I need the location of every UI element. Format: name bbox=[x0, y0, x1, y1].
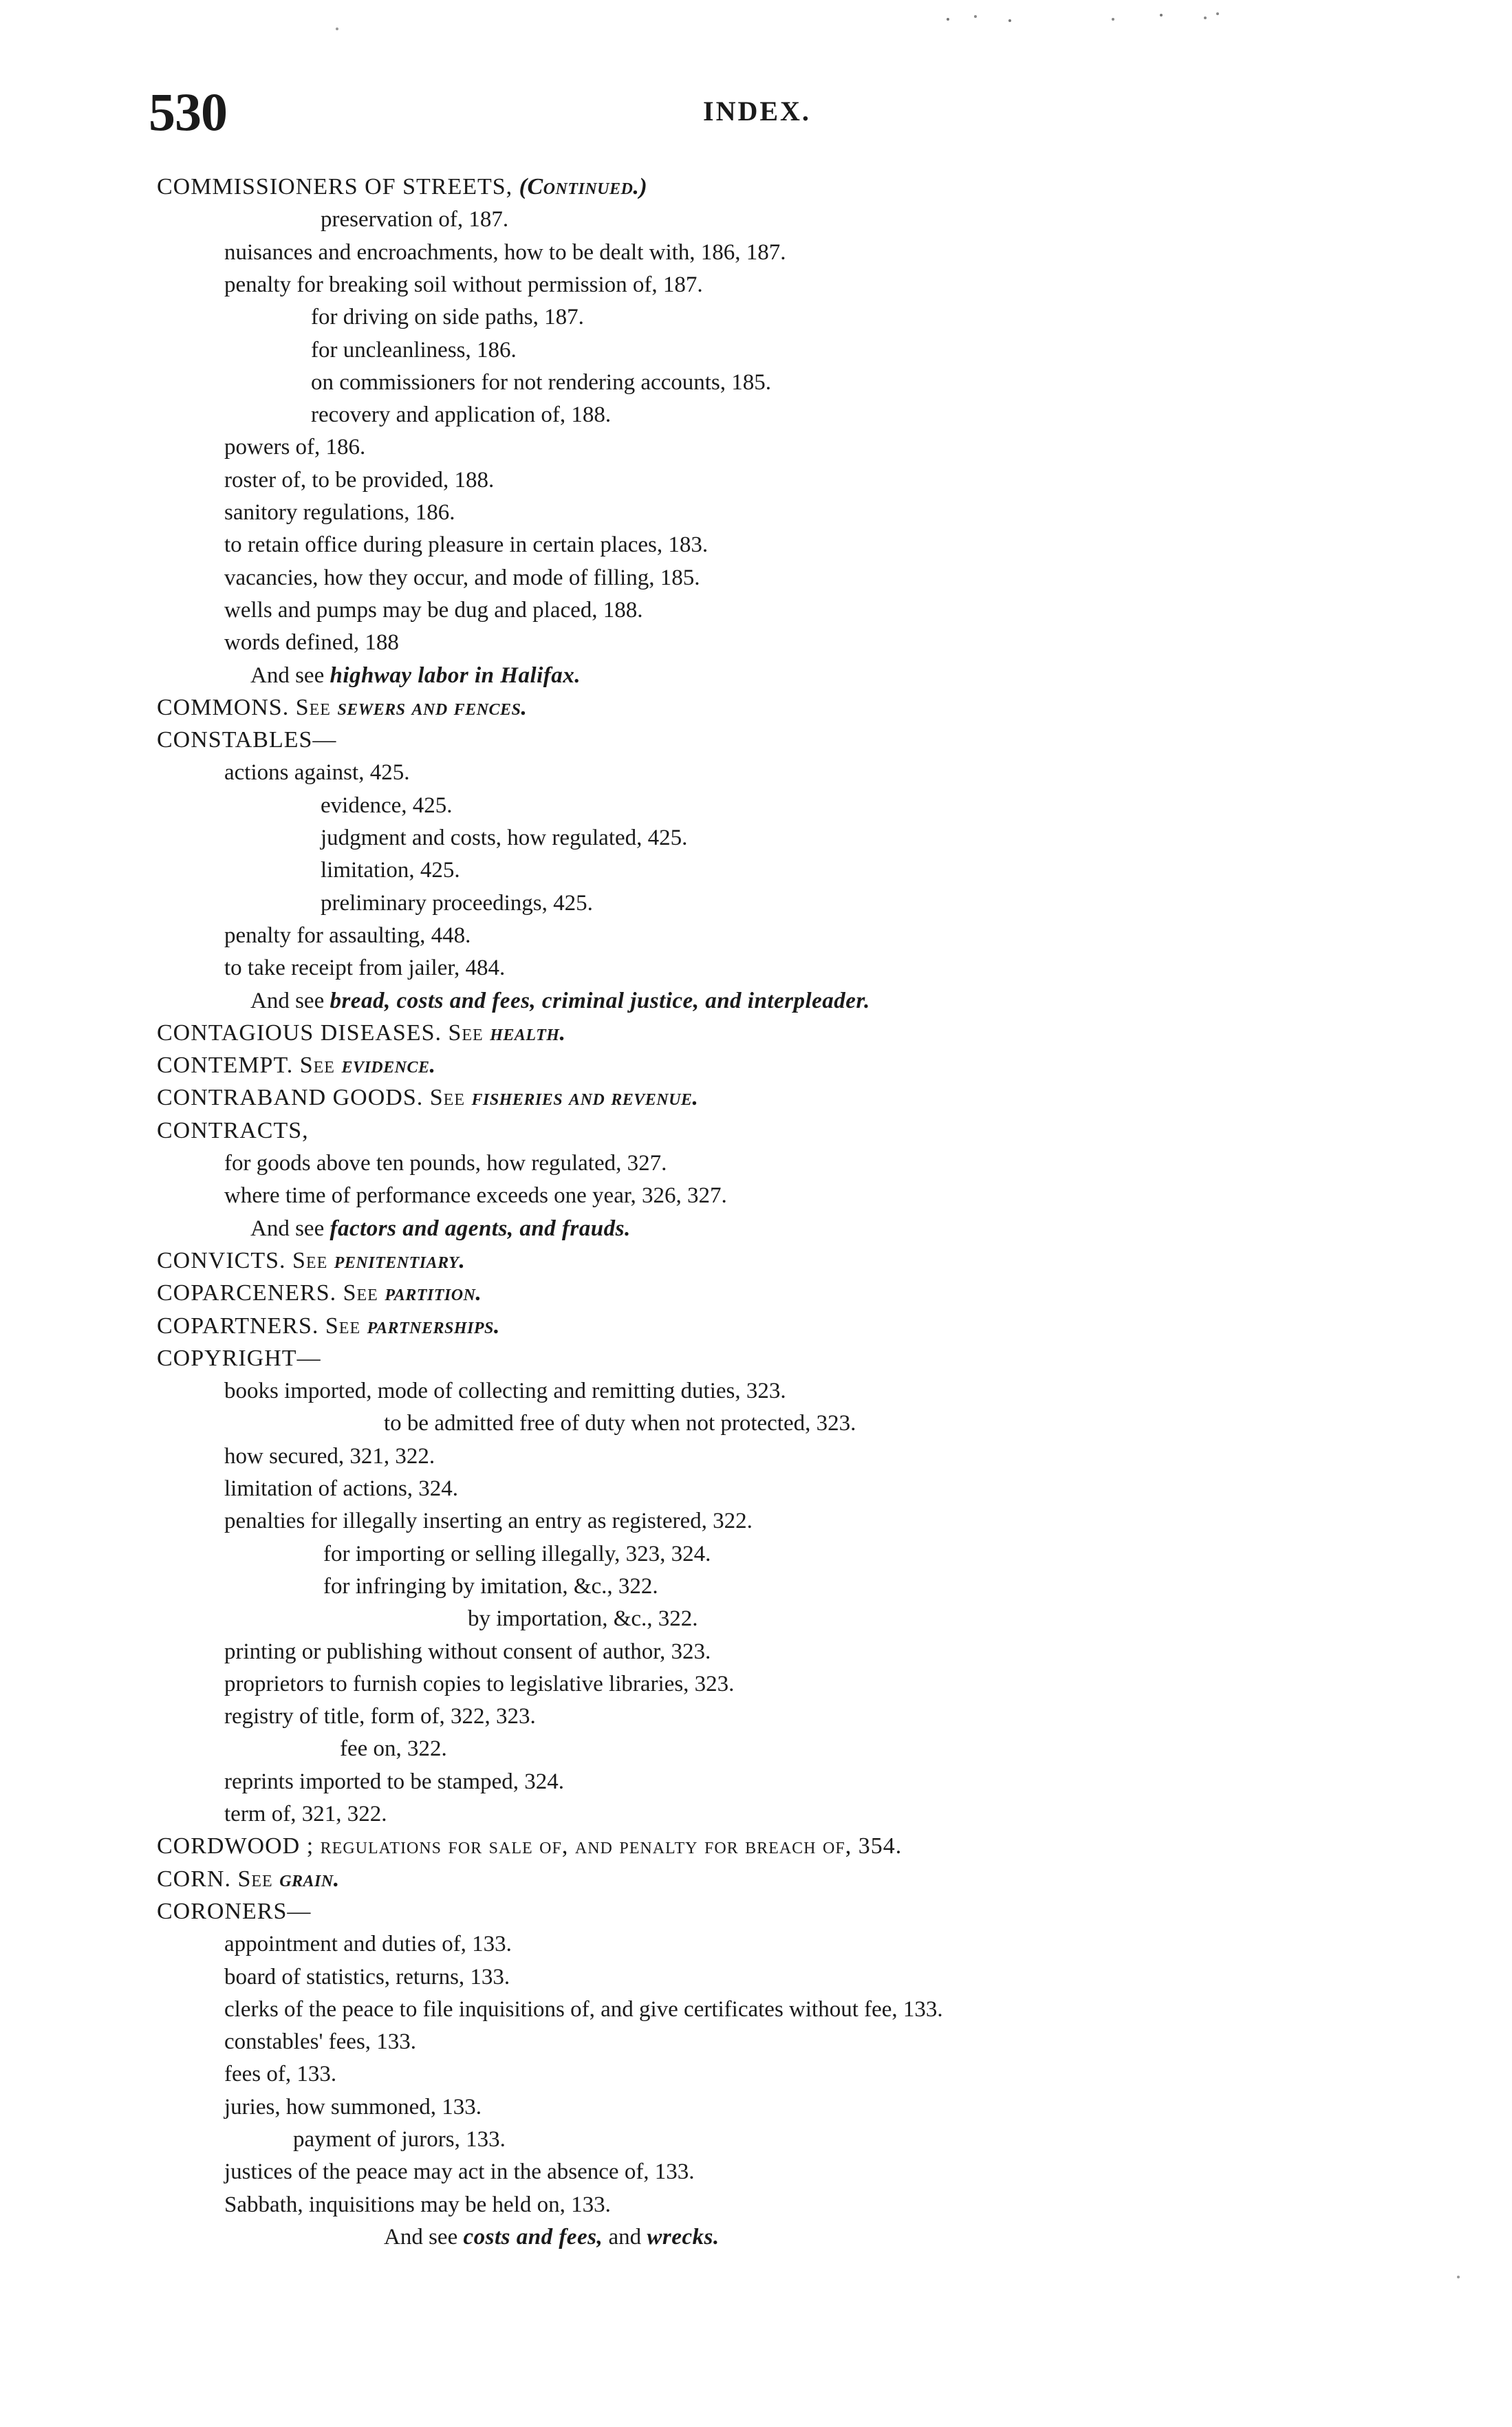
entry-text: fee on, 322. bbox=[340, 1736, 447, 1761]
cross-reference: fisheries and revenue. bbox=[471, 1085, 699, 1110]
entry-text: to retain office during pleasure in certain places, 183. bbox=[224, 532, 709, 557]
cross-reference: sewers and fences. bbox=[337, 695, 528, 720]
entry-text: appointment and duties of, 133. bbox=[224, 1932, 512, 1956]
cross-reference: (Continued.) bbox=[519, 174, 648, 199]
entry-text: words defined, 188 bbox=[224, 630, 399, 655]
entry-text: proprietors to furnish copies to legislative libraries, 323. bbox=[224, 1672, 735, 1696]
page-number: 530 bbox=[149, 82, 227, 142]
entry-text: And see bbox=[250, 989, 330, 1013]
entry-text: fees of, 133. bbox=[224, 2062, 337, 2086]
entry-text: limitation, 425. bbox=[321, 858, 460, 883]
entry-text: Sabbath, inquisitions may be held on, 133. bbox=[224, 2192, 611, 2217]
entry-text: COPYRIGHT— bbox=[157, 1346, 321, 1371]
cross-reference: highway labor in Halifax. bbox=[330, 663, 581, 688]
entry-text: sanitory regulations, 186. bbox=[224, 500, 455, 525]
entry-text: for importing or selling illegally, 323, 324. bbox=[323, 1542, 711, 1566]
cross-reference: grain. bbox=[279, 1866, 340, 1892]
entry-text: limitation of actions, 324. bbox=[224, 1476, 459, 1501]
cross-reference: costs and fees, bbox=[463, 2225, 603, 2250]
entry-text: CONTRACTS, bbox=[157, 1118, 309, 1143]
entry-text: COMMISSIONERS OF STREETS, bbox=[157, 174, 519, 199]
entry-text: judgment and costs, how regulated, 425. bbox=[321, 826, 688, 850]
entry-text: wells and pumps may be dug and placed, 188. bbox=[224, 598, 643, 623]
entry-text: where time of performance exceeds one year, 326, 327. bbox=[224, 1183, 727, 1208]
cross-reference: penitentiary. bbox=[334, 1248, 466, 1273]
entry-text: books imported, mode of collecting and remitting duties, 323. bbox=[224, 1379, 786, 1403]
entry-text: constables' fees, 133. bbox=[224, 2029, 417, 2054]
entry-text: CONSTABLES— bbox=[157, 727, 337, 753]
entry-text: penalty for breaking soil without permission of, 187. bbox=[224, 272, 703, 297]
entry-text: CONTEMPT. See bbox=[157, 1053, 342, 1078]
cross-reference: wrecks. bbox=[647, 2225, 720, 2250]
entry-text: for driving on side paths, 187. bbox=[311, 305, 584, 330]
cross-reference: partition. bbox=[385, 1280, 482, 1306]
entry-text: how secured, 321, 322. bbox=[224, 1444, 435, 1469]
entry-text: CONTAGIOUS DISEASES. See bbox=[157, 1020, 490, 1046]
entry-text: clerks of the peace to file inquisitions of, and give certificates without fee, 133. bbox=[224, 1997, 943, 2022]
entry-text: recovery and application of, 188. bbox=[311, 402, 612, 427]
entry-text: penalties for illegally inserting an entry as registered, 322. bbox=[224, 1509, 753, 1533]
entry-text: CORN. See bbox=[157, 1866, 280, 1892]
entry-text: reprints imported to be stamped, 324. bbox=[224, 1769, 564, 1794]
entry-text: to be admitted free of duty when not protected, 323. bbox=[384, 1411, 856, 1436]
cross-reference: evidence. bbox=[341, 1053, 436, 1078]
entry-text: And see bbox=[250, 663, 330, 688]
entry-text: CONTRABAND GOODS. See bbox=[157, 1085, 472, 1110]
entry-text: COPARTNERS. See bbox=[157, 1313, 367, 1339]
entry-text: COPARCENERS. See bbox=[157, 1280, 385, 1306]
cross-reference: partnerships. bbox=[367, 1313, 500, 1339]
entry-text: board of statistics, returns, 133. bbox=[224, 1965, 510, 1989]
running-head: INDEX. bbox=[703, 96, 811, 127]
entry-text: evidence, 425. bbox=[321, 793, 453, 818]
entry-text: roster of, to be provided, 188. bbox=[224, 468, 495, 493]
entry-text: CORDWOOD ; regulations for sale of, and penalty for breach of, 354. bbox=[157, 1833, 903, 1859]
entry-text: term of, 321, 322. bbox=[224, 1802, 387, 1826]
entry-text: for uncleanliness, 186. bbox=[311, 338, 517, 363]
entry-text: actions against, 425. bbox=[224, 760, 410, 785]
entry-text: for infringing by imitation, &c., 322. bbox=[323, 1574, 658, 1599]
cross-reference: health. bbox=[490, 1020, 566, 1046]
entry-text: preservation of, 187. bbox=[321, 207, 509, 232]
entry-text: justices of the peace may act in the absence of, 133. bbox=[224, 2159, 695, 2184]
entry-text: preliminary proceedings, 425. bbox=[321, 891, 593, 916]
entry-text: for goods above ten pounds, how regulated, 327. bbox=[224, 1151, 667, 1176]
entry-text: CONVICTS. See bbox=[157, 1248, 334, 1273]
entry-text: And see bbox=[384, 2225, 464, 2250]
entry-text: printing or publishing without consent of author, 323. bbox=[224, 1639, 711, 1664]
entry-text: juries, how summoned, 133. bbox=[224, 2095, 482, 2119]
cross-reference: factors and agents, and frauds. bbox=[330, 1216, 631, 1241]
entry-text: penalty for assaulting, 448. bbox=[224, 923, 471, 948]
entry-text: by importation, &c., 322. bbox=[468, 1606, 698, 1631]
entry-text: And see bbox=[250, 1216, 330, 1241]
entry-text: and bbox=[603, 2225, 647, 2250]
entry-text: COMMONS. See bbox=[157, 695, 338, 720]
entry-text: to take receipt from jailer, 484. bbox=[224, 956, 506, 980]
entry-text: payment of jurors, 133. bbox=[293, 2127, 506, 2152]
entry-text: powers of, 186. bbox=[224, 435, 366, 460]
entry-text: vacancies, how they occur, and mode of filling, 185. bbox=[224, 565, 700, 590]
entry-text: on commissioners for not rendering accounts, 185. bbox=[311, 370, 772, 395]
entry-text: CORONERS— bbox=[157, 1899, 312, 1924]
entry-text: nuisances and encroachments, how to be dealt with, 186, 187. bbox=[224, 240, 786, 265]
cross-reference: bread, costs and fees, criminal justice, and interpleader. bbox=[330, 989, 870, 1013]
entry-text: registry of title, form of, 322, 323. bbox=[224, 1704, 536, 1729]
